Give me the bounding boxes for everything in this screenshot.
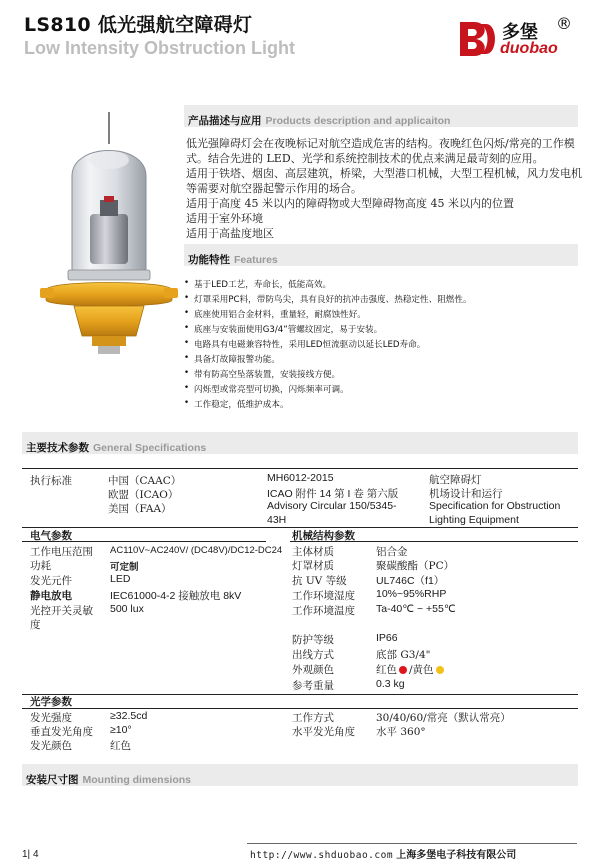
section-title-cn: 安装尺寸图 [26,774,79,786]
mechanical-label: 外观颜色 [292,664,334,676]
footer-divider [247,843,577,844]
section-title-cn: 主要技术参数 [26,442,89,454]
mechanical-label: 参考重量 [292,680,334,692]
table-rule [22,468,578,469]
page-number: 1| 4 [22,849,39,860]
section-header-description [184,105,578,127]
optical-label: 发光颜色 [30,740,72,752]
mechanical-value: 底部 G3/4" [376,649,431,661]
feature-item: • 具备灯故障报警功能。 [194,353,280,365]
standard-code: ICAO 附件 14 第 I 卷 第六版 [267,488,399,500]
optical-value: 红色 [110,740,131,752]
description-line: 低光强障碍灯会在夜晚标记对航空造成危害的结构。夜晚红色闪烁/常亮的工作模 [186,137,575,150]
section-title-cn: 产品描述与应用 [188,115,262,127]
standards-label: 执行标准 [30,475,72,487]
optical-label: 垂直发光角度 [30,726,93,738]
description-line: 适用于铁塔、烟囱、高层建筑，桥梁，大型港口机械，大型工程机械，风力发电机 [186,167,582,180]
features-list [194,278,574,408]
standard-code: Advisory Circular 150/5345- [267,500,397,512]
logo-text-en: duobao [500,40,558,57]
feature-item: • 电路具有电磁兼容特性，采用LED恒流驱动以延长LED寿命。 [194,338,425,350]
table-rule [22,694,578,695]
mechanical-value: UL746C（f1） [376,575,445,587]
optical-label: 工作方式 [292,712,334,724]
optical-label: 发光强度 [30,712,72,724]
feature-item: • 灯罩采用PC料，带防鸟尖，具有良好的抗冲击强度、热稳定性、阻燃性。 [194,293,472,305]
description-line: 适用于高度 45 米以内的障碍物或大型障碍物高度 45 米以内的位置 [186,197,514,210]
optical-title: 光学参数 [30,696,72,708]
table-rule [22,541,266,542]
optical-value: ≥32.5cd [110,710,148,722]
page-title-en: Low Intensity Obstruction Light [24,38,295,58]
mechanical-value: 聚碳酸酯（PC） [376,560,455,572]
mechanical-label: 主体材质 [292,546,334,558]
feature-item: • 带有防高空坠落装置，安装接线方便。 [194,368,340,380]
standard-org: 中国（CAAC） [108,475,182,487]
electrical-value: IEC61000-4-2 接触放电 8kV [110,590,242,602]
mechanical-label: 工作环境温度 [292,605,355,617]
standard-code: 43H [267,514,287,526]
color-yellow-text: /黄色 [409,664,434,676]
brand-logo [458,12,588,60]
description-line: 适用于高盐度地区 [186,227,274,240]
electrical-label: 静电放电 [30,590,72,602]
electrical-label: 工作电压范围 [30,546,93,558]
electrical-value: 500 lux [110,603,144,615]
section-header-features [184,244,578,266]
feature-item: • 工作稳定，低维护成本。 [194,398,289,410]
electrical-label: 发光元件 [30,575,72,587]
color-value [376,662,446,677]
mechanical-label: 灯罩材质 [292,560,334,572]
color-red-text: 红色 [376,664,397,676]
standard-name: 机场设计和运行 [429,488,503,500]
table-rule [290,541,578,542]
table-rule [22,708,578,709]
standard-name: 航空障碍灯 [429,474,482,486]
mechanical-value: 10%~95%RHP [376,588,447,600]
mechanical-label: 抗 UV 等级 [292,575,347,587]
standard-name: Specification for Obstruction [429,500,561,512]
feature-item: • 基于LED工艺，寿命长，低能高效。 [194,278,331,290]
description-text [186,136,582,241]
footer [250,846,516,861]
page-title-cn: LS810 低光强航空障碍灯 [24,14,253,36]
mechanical-label: 防护等级 [292,634,334,646]
footer-url[interactable]: http://www.shduobao.com [250,850,394,861]
mechanical-label: 出线方式 [292,649,334,661]
optical-value: 水平 360° [376,726,426,738]
section-title-en: Features [234,254,278,266]
electrical-label-cont: 度 [30,619,41,631]
mechanical-title: 机械结构参数 [292,530,355,542]
product-image [34,112,184,358]
red-dot-icon [399,666,407,674]
logo-text-cn: 多堡 [502,22,538,43]
electrical-label: 功耗 [30,560,51,572]
electrical-value: AC110V~AC240V/ (DC48V)/DC12-DC24 [110,545,283,556]
standard-org: 欧盟（ICAO） [108,489,179,501]
mechanical-value: 铝合金 [376,546,408,558]
section-header-specs [22,432,578,454]
electrical-value: 可定制 [110,562,139,573]
standard-name: Lighting Equipment [429,514,519,526]
description-line: 等需要对航空器起警示作用的场合。 [186,182,362,195]
duobao-logo-icon [458,20,498,58]
yellow-dot-icon [436,666,444,674]
electrical-title: 电气参数 [30,530,72,542]
section-title-en: General Specifications [93,442,207,454]
optical-label: 水平发光角度 [292,726,355,738]
feature-item: • 底座使用铝合金材料，重量轻，耐腐蚀性好。 [194,308,366,320]
electrical-label: 光控开关灵敏 [30,605,93,617]
section-title-en: Mounting dimensions [82,774,191,786]
registered-mark: ® [556,14,572,33]
standard-org: 美国（FAA） [108,503,172,515]
mechanical-value: Ta-40℃ ~ +55℃ [376,603,456,615]
section-header-mounting [22,764,578,786]
footer-company: 上海多堡电子科技有限公司 [396,850,517,861]
mechanical-label: 工作环境湿度 [292,590,355,602]
mechanical-value: 0.3 kg [376,678,405,690]
section-title-cn: 功能特性 [188,254,230,266]
standard-code: MH6012-2015 [267,472,334,484]
description-line: 式。结合先进的 LED、光学和系统控制技术的优点来满足最苛刻的应用。 [186,152,544,165]
description-line: 适用于室外环境 [186,212,263,225]
optical-value: 30/40/60/常亮（默认常亮） [376,712,511,724]
optical-value: ≥10° [110,724,132,736]
mechanical-value: IP66 [376,632,398,644]
feature-item: • 闪烁型或常亮型可切换，闪烁频率可调。 [194,383,349,395]
feature-item: • 底座与安装面使用G3/4”管螺纹固定，易于安装。 [194,323,382,335]
section-title-en: Products description and applicaiton [265,115,451,127]
electrical-value: LED [110,573,131,585]
